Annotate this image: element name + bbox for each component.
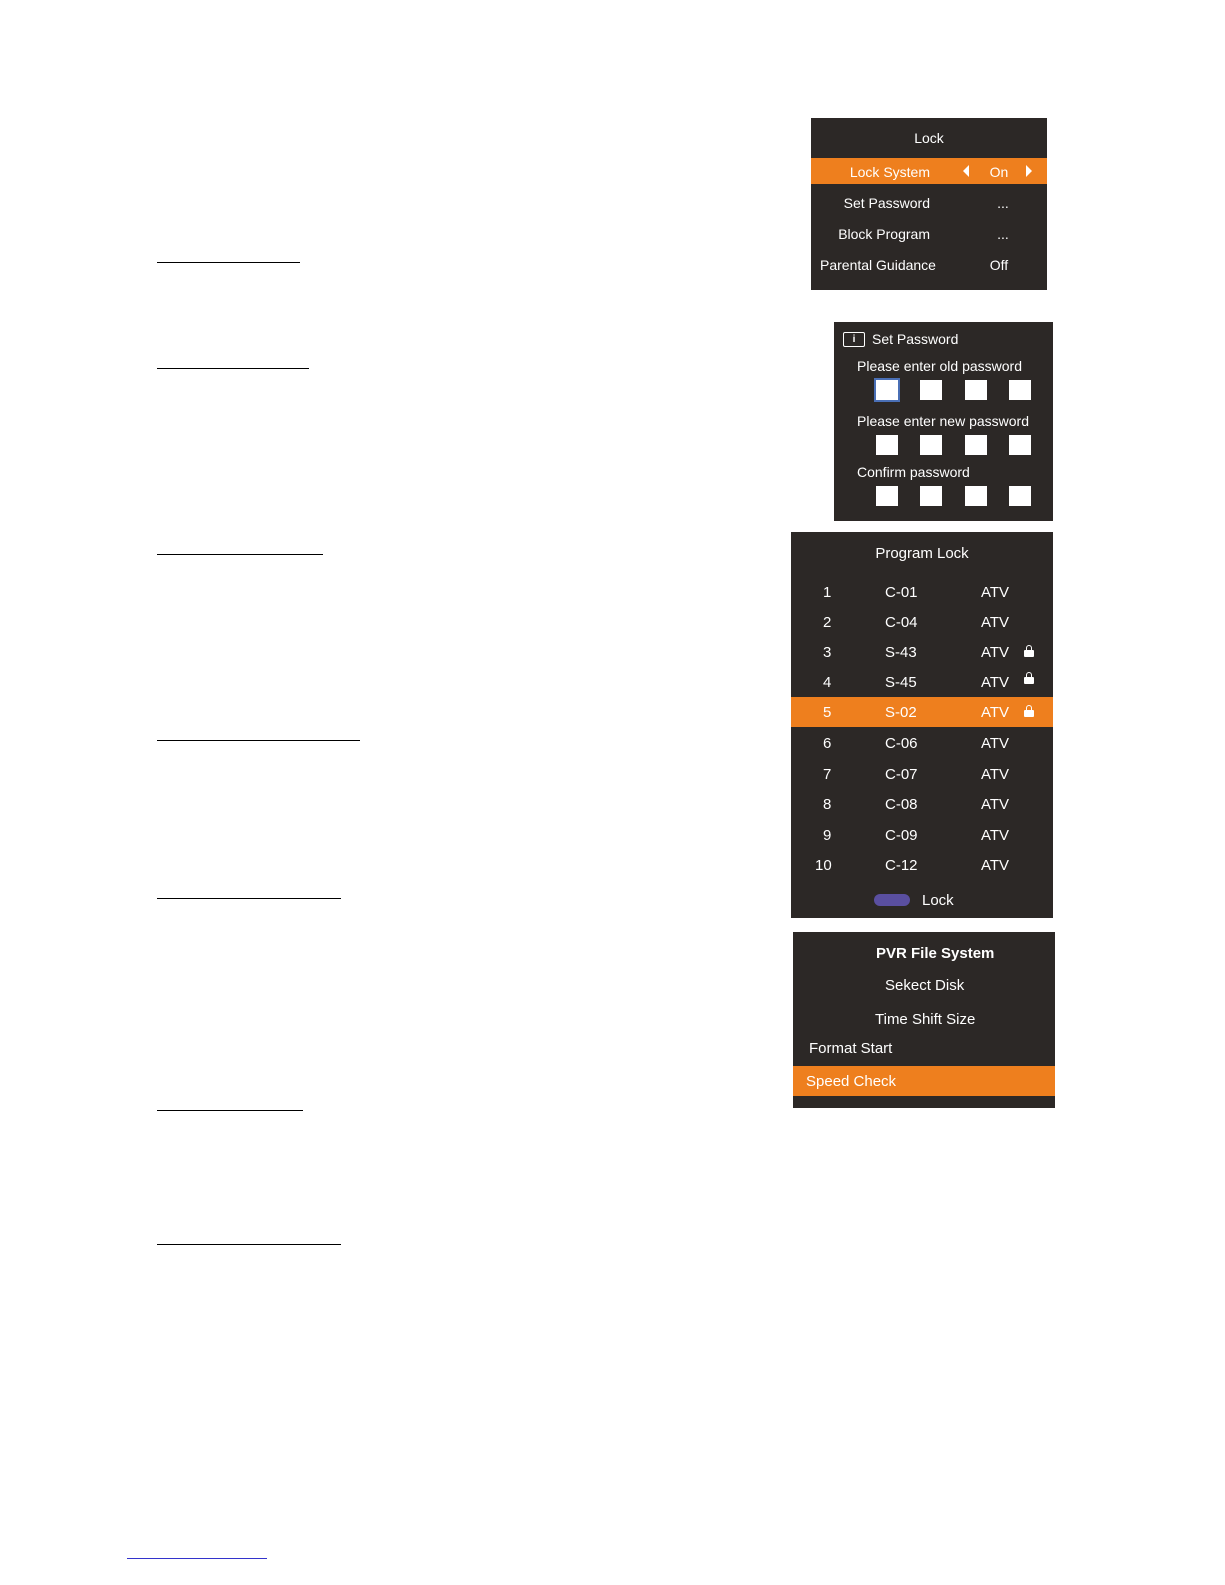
heading-underline	[157, 740, 360, 741]
channel-row[interactable]	[791, 850, 1053, 880]
menu-item-parental-guidance[interactable]	[811, 251, 1047, 277]
channel-number: 5	[823, 704, 832, 721]
channel-type: ATV	[981, 735, 1010, 752]
lock-icon	[1024, 672, 1034, 684]
menu-item-format-start[interactable]: Format Start	[809, 1040, 893, 1057]
program-lock-panel	[791, 532, 1053, 918]
channel-row[interactable]	[791, 759, 1053, 789]
menu-item-label: Parental Guidance	[820, 257, 936, 273]
confirm-password-digit-1[interactable]	[876, 486, 898, 506]
lock-menu-panel	[811, 118, 1047, 290]
old-password-digit-3[interactable]	[965, 380, 987, 400]
channel-row[interactable]	[791, 697, 1053, 727]
channel-row[interactable]	[791, 667, 1053, 697]
channel-type: ATV	[981, 584, 1010, 601]
channel-name: S-02	[885, 704, 917, 721]
channel-name: S-45	[885, 674, 917, 691]
footer-underline	[127, 1558, 267, 1559]
channel-type: ATV	[981, 796, 1010, 813]
menu-item-label: Block Program	[838, 226, 930, 242]
menu-item-time-shift-size[interactable]: Time Shift Size	[875, 1011, 976, 1028]
info-icon: i	[843, 332, 865, 347]
menu-item-label: Speed Check	[806, 1073, 897, 1090]
channel-type: ATV	[981, 614, 1010, 631]
menu-item-value: Off	[989, 257, 1009, 273]
channel-number: 3	[823, 644, 832, 661]
menu-item-label: Lock System	[849, 164, 930, 180]
new-password-digit-4[interactable]	[1009, 435, 1031, 455]
new-password-digit-1[interactable]	[876, 435, 898, 455]
channel-row[interactable]	[791, 789, 1053, 819]
channel-row[interactable]	[791, 820, 1053, 850]
channel-type: ATV	[981, 674, 1010, 691]
menu-item-value: ...	[997, 195, 1009, 211]
old-password-digit-2[interactable]	[920, 380, 942, 400]
new-password-label: Please enter new password	[857, 413, 1029, 429]
channel-type: ATV	[981, 704, 1010, 721]
channel-name: C-12	[885, 857, 918, 874]
blue-key-icon	[874, 894, 910, 906]
channel-number: 1	[823, 584, 832, 601]
menu-item-select-disk[interactable]: Sekect Disk	[885, 977, 965, 994]
lock-icon	[1024, 705, 1034, 717]
new-password-digit-3[interactable]	[965, 435, 987, 455]
heading-underline	[157, 368, 309, 369]
heading-underline	[157, 554, 323, 555]
channel-number: 9	[823, 827, 832, 844]
menu-item-value: On	[989, 164, 1009, 180]
channel-number: 10	[815, 857, 832, 874]
dialog-title: Set Password	[872, 331, 959, 347]
heading-underline	[157, 1244, 341, 1245]
menu-item-speed-check[interactable]	[793, 1066, 1055, 1096]
channel-name: C-08	[885, 796, 918, 813]
new-password-digit-2[interactable]	[920, 435, 942, 455]
channel-name: S-43	[885, 644, 917, 661]
channel-type: ATV	[981, 827, 1010, 844]
confirm-password-label: Confirm password	[857, 464, 970, 480]
channel-number: 4	[823, 674, 832, 691]
confirm-password-digit-2[interactable]	[920, 486, 942, 506]
menu-item-value: ...	[997, 226, 1009, 242]
old-password-digit-1[interactable]	[876, 380, 898, 400]
menu-item-label: Set Password	[843, 195, 930, 211]
channel-number: 6	[823, 735, 832, 752]
channel-number: 2	[823, 614, 832, 631]
program-lock-title: Program Lock	[875, 545, 969, 562]
channel-type: ATV	[981, 644, 1010, 661]
channel-row[interactable]	[791, 728, 1053, 758]
old-password-label: Please enter old password	[857, 358, 1022, 374]
menu-item-lock-system[interactable]	[811, 158, 1047, 184]
confirm-password-digit-3[interactable]	[965, 486, 987, 506]
channel-row[interactable]	[791, 607, 1053, 637]
pvr-title: PVR File System	[876, 945, 995, 962]
heading-underline	[157, 1110, 303, 1111]
channel-name: C-04	[885, 614, 918, 631]
menu-item-set-password[interactable]	[811, 189, 1047, 215]
channel-name: C-01	[885, 584, 918, 601]
pvr-file-system-panel	[793, 932, 1055, 1108]
arrow-right-icon[interactable]	[1026, 165, 1032, 177]
heading-underline	[157, 262, 300, 263]
lock-menu-title: Lock	[914, 130, 944, 146]
heading-underline	[157, 898, 341, 899]
channel-type: ATV	[981, 766, 1010, 783]
arrow-left-icon[interactable]	[963, 165, 969, 177]
channel-name: C-06	[885, 735, 918, 752]
channel-row[interactable]	[791, 637, 1053, 667]
set-password-dialog	[834, 322, 1053, 521]
channel-number: 8	[823, 796, 832, 813]
menu-item-block-program[interactable]	[811, 220, 1047, 246]
channel-name: C-07	[885, 766, 918, 783]
confirm-password-digit-4[interactable]	[1009, 486, 1031, 506]
lock-icon	[1024, 645, 1034, 657]
lock-hint-label: Lock	[922, 892, 954, 909]
channel-type: ATV	[981, 857, 1010, 874]
old-password-digit-4[interactable]	[1009, 380, 1031, 400]
channel-number: 7	[823, 766, 832, 783]
channel-name: C-09	[885, 827, 918, 844]
channel-row[interactable]	[791, 577, 1053, 607]
